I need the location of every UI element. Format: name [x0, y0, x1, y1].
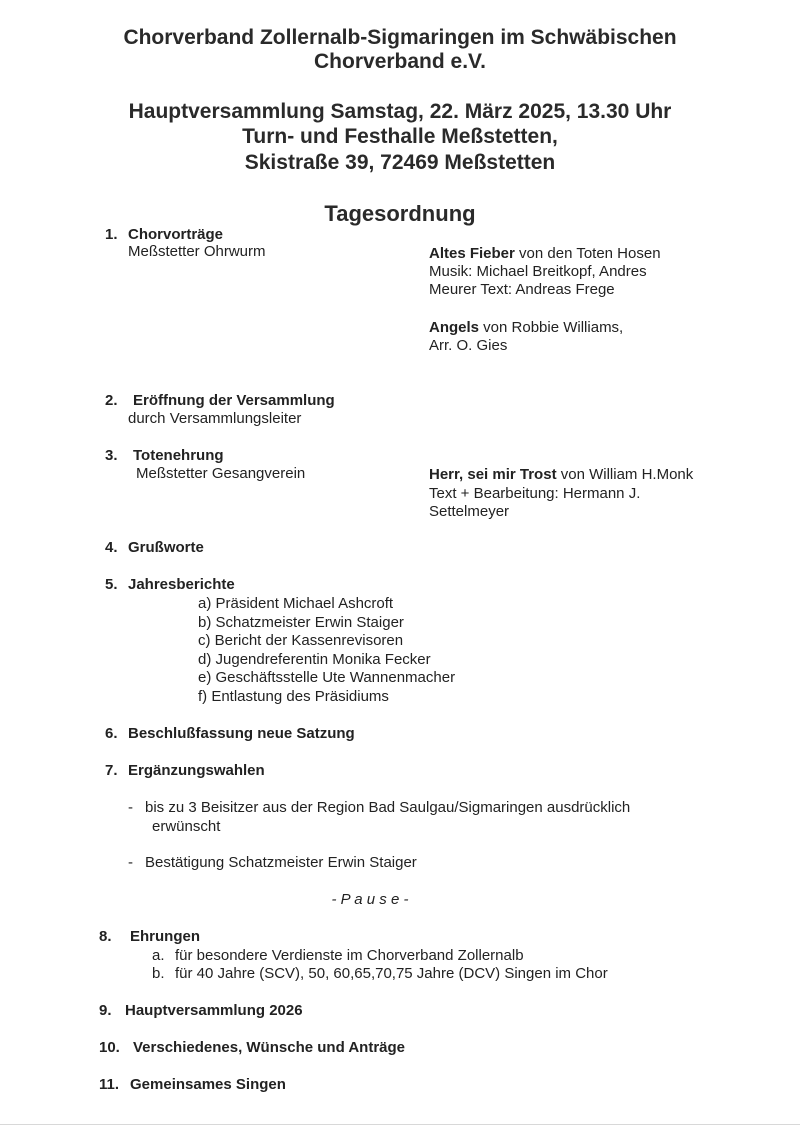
song-2-line-2: Arr. O. Gies	[429, 337, 508, 354]
item-2-sub: durch Versammlungsleiter	[128, 410, 302, 427]
meeting-title: Hauptversammlung Samstag, 22. März 2025, 13.30 Uhr	[128, 100, 672, 123]
address-line: Skistraße 39, 72469 Meßstetten	[244, 151, 556, 174]
item-5-title: Jahresberichte	[128, 576, 235, 593]
report-e: e) Geschäftsstelle Ute Wannenmacher	[198, 669, 456, 686]
item-8-number: 8.	[99, 928, 112, 945]
item-6-title: Beschlußfassung neue Satzung	[128, 725, 355, 742]
election-1-line-2: erwünscht	[152, 818, 221, 835]
item-1-number: 1.	[105, 226, 118, 243]
song-3-composer: von William H.Monk	[556, 466, 694, 483]
item-10-title: Verschiedenes, Wünsche und Anträge	[133, 1039, 406, 1056]
item-1-title: Chorvorträge	[128, 226, 224, 243]
song-3-line-2: Text + Bearbeitung: Hermann J.	[429, 485, 641, 502]
song-1-line-1	[429, 245, 661, 263]
agenda-title: Tagesordnung	[324, 201, 476, 226]
item-2-title: Eröffnung der Versammlung	[133, 392, 335, 409]
venue-line: Turn- und Festhalle Meßstetten,	[242, 125, 558, 148]
item-10-number: 10.	[99, 1039, 120, 1056]
header-line-1: Chorverband Zollernalb-Sigmaringen im Schwäbischen	[123, 26, 677, 49]
honor-b-letter: b.	[152, 965, 165, 982]
item-5-number: 5.	[105, 576, 118, 593]
election-1-line-1: bis zu 3 Beisitzer aus der Region Bad Saulgau/Sigmaringen ausdrücklich	[145, 799, 631, 816]
song-2-line-1	[429, 319, 623, 337]
item-3-number: 3.	[105, 447, 118, 464]
report-d: d) Jugendreferentin Monika Fecker	[198, 651, 431, 668]
honor-b-text: für 40 Jahre (SCV), 50, 60,65,70,75 Jahre (DCV) Singen im Chor	[175, 965, 608, 982]
header-line-2: Chorverband e.V.	[314, 50, 486, 73]
item-4-title: Grußworte	[128, 539, 204, 556]
item-2-number: 2.	[105, 392, 118, 409]
item-6-number: 6.	[105, 725, 118, 742]
report-a: a) Präsident Michael Ashcroft	[198, 595, 394, 612]
item-11-number: 11.	[99, 1076, 120, 1093]
election-1-dash: -	[128, 799, 133, 816]
song-3-line-3: Settelmeyer	[429, 503, 510, 520]
item-4-number: 4.	[105, 539, 118, 556]
pause-label: - P a u s e -	[331, 891, 409, 908]
item-7-number: 7.	[105, 762, 118, 779]
song-3-line-1	[429, 466, 693, 484]
item-3-title: Totenehrung	[133, 447, 224, 464]
page-edge-divider	[0, 1124, 800, 1125]
item-8-title: Ehrungen	[130, 928, 200, 945]
song-2-artist: von Robbie Williams,	[479, 319, 624, 336]
report-f: f) Entlastung des Präsidiums	[198, 688, 389, 705]
item-11-title: Gemeinsames Singen	[130, 1076, 286, 1093]
song-1-artist: von den Toten Hosen	[514, 245, 661, 262]
report-b: b) Schatzmeister Erwin Staiger	[198, 614, 404, 631]
item-9-number: 9.	[99, 1002, 112, 1019]
song-1-line-3: Meurer Text: Andreas Frege	[429, 281, 615, 298]
item-9-title: Hauptversammlung 2026	[125, 1002, 303, 1019]
item-3-sub: Meßstetter Gesangverein	[136, 465, 306, 482]
song-1-line-2: Musik: Michael Breitkopf, Andres	[429, 263, 647, 280]
election-2-dash: -	[128, 854, 133, 871]
honor-a-letter: a.	[152, 947, 165, 964]
item-1-sub: Meßstetter Ohrwurm	[128, 243, 266, 260]
election-2-line-1: Bestätigung Schatzmeister Erwin Staiger	[145, 854, 417, 871]
item-7-title: Ergänzungswahlen	[128, 762, 265, 779]
song-3-title: Herr, sei mir Trost	[429, 466, 557, 483]
honor-a-text: für besondere Verdienste im Chorverband Zollernalb	[175, 947, 524, 964]
report-c: c) Bericht der Kassenrevisoren	[198, 632, 404, 649]
song-1-title: Altes Fieber	[429, 245, 515, 262]
song-2-title: Angels	[429, 319, 480, 336]
